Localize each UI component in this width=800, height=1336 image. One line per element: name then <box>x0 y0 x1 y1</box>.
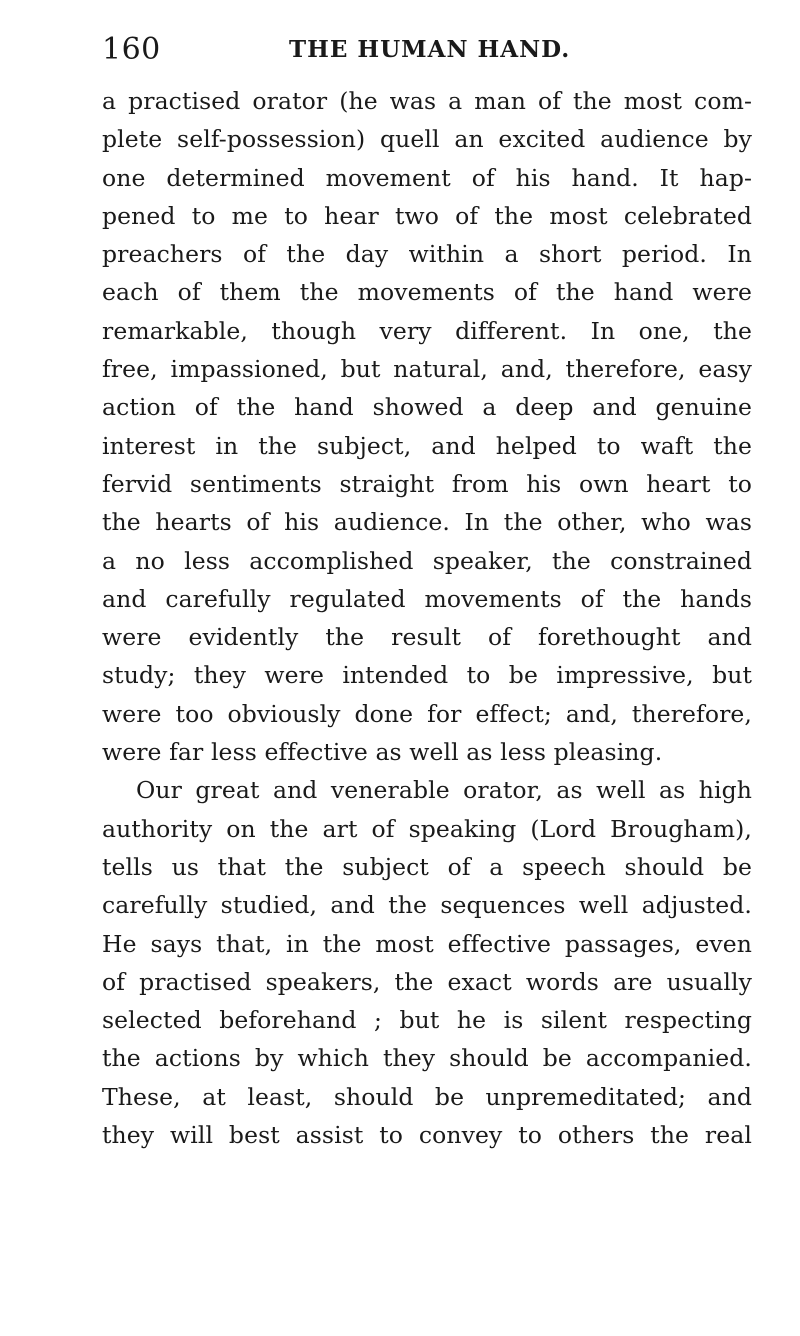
text-line: These, at least, should be unpremeditated; and <box>102 1082 752 1111</box>
text-line: a practised orator (he was a man of the most com- <box>102 87 752 115</box>
text-line: study; they were intended to be impressive, but <box>102 661 752 690</box>
text-line: the actions by which they should be accompanied. <box>102 1044 752 1073</box>
text-line: remarkable, though very different. In one, the <box>102 316 752 345</box>
text-line: they will best assist to convey to others the real <box>102 1121 752 1150</box>
text-line: interest in the subject, and helped to waft the <box>102 431 752 460</box>
text-line: each of them the movements of the hand were <box>102 278 752 307</box>
text-line: free, impassioned, but natural, and, therefore, easy <box>102 355 752 384</box>
text-line: Our great and venerable orator, as well as high <box>136 776 752 805</box>
text-line: fervid sentiments straight from his own heart to <box>102 469 752 498</box>
text-line: action of the hand showed a deep and genuine <box>102 393 752 422</box>
text-line: tells us that the subject of a speech should be <box>102 852 752 881</box>
text-line: were evidently the result of forethought and <box>102 623 752 652</box>
body-text <box>102 82 752 1154</box>
text-line: He says that, in the most effective passages, even <box>102 929 752 958</box>
text-line: were far less effective as well as less pleasing. <box>102 738 663 767</box>
running-title: THE HUMAN HAND. <box>289 36 571 63</box>
text-line: were too obviously done for effect; and, therefore, <box>102 699 752 728</box>
text-line: of practised speakers, the exact words are usually <box>102 967 752 996</box>
text-line: and carefully regulated movements of the hands <box>102 584 752 613</box>
text-line: selected beforehand ; but he is silent respecting <box>102 1006 752 1035</box>
text-line: plete self-possession) quell an excited audience by <box>102 125 752 154</box>
running-head <box>102 30 752 70</box>
text-line: a no less accomplished speaker, the constrained <box>102 546 752 575</box>
text-line: carefully studied, and the sequences well adjusted. <box>102 891 752 920</box>
text-line: the hearts of his audience. In the other, who was <box>102 508 752 537</box>
text-line: authority on the art of speaking (Lord Brougham), <box>102 814 752 843</box>
text-line: pened to me to hear two of the most celebrated <box>102 201 752 230</box>
text-line: preachers of the day within a short period. In <box>102 240 752 269</box>
text-line: one determined movement of his hand. It hap- <box>102 163 752 192</box>
page-number: 160 <box>102 32 161 67</box>
